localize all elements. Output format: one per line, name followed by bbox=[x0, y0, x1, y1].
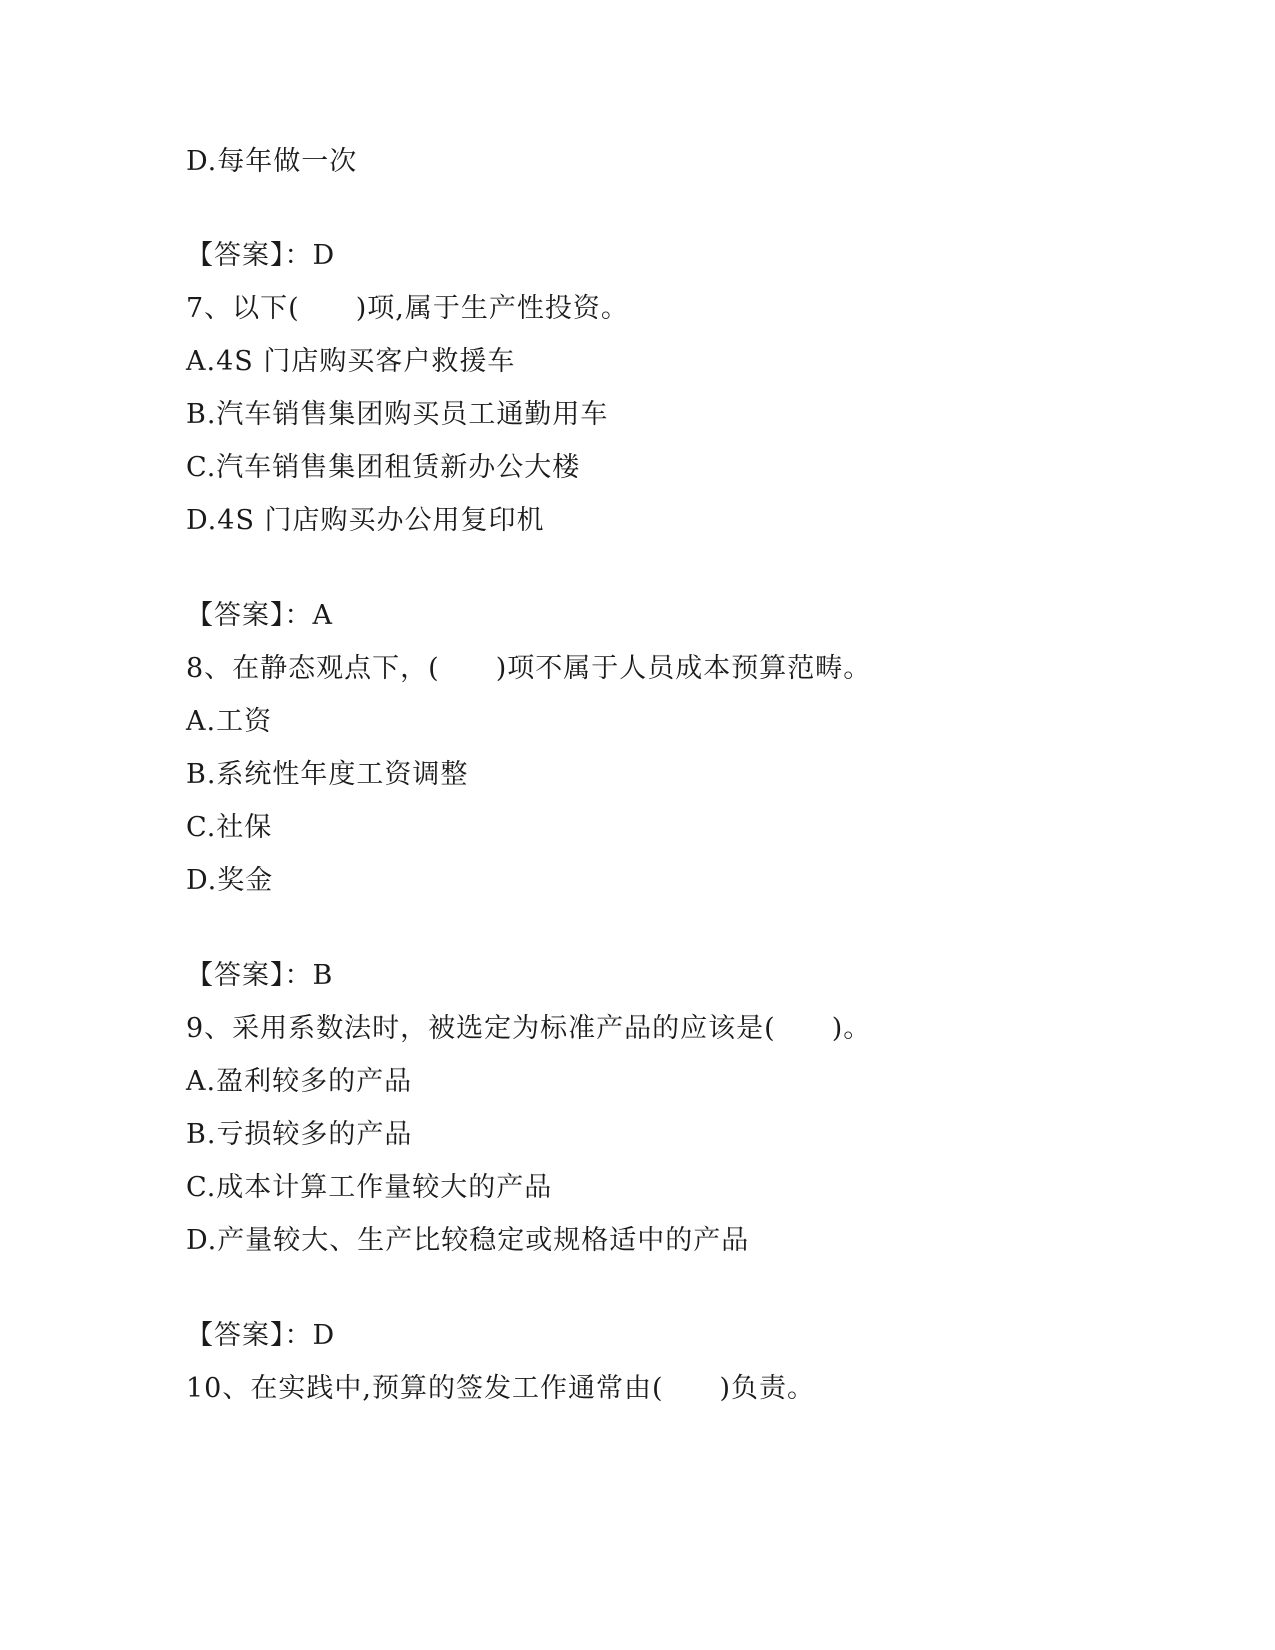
answer-line: 【答案】：D bbox=[186, 240, 336, 271]
answer-line: 【答案】：D bbox=[186, 1320, 336, 1351]
answer-line: 【答案】：B bbox=[186, 960, 334, 991]
option-line: B.亏损较多的产品 bbox=[186, 1119, 413, 1150]
option-line: D.4S 门店购买办公用复印机 bbox=[186, 505, 545, 536]
question-line: 9、采用系数法时，被选定为标准产品的应该是( )。 bbox=[186, 1013, 872, 1044]
option-line: B.汽车销售集团购买员工通勤用车 bbox=[186, 399, 609, 430]
answer-line: 【答案】：A bbox=[186, 600, 333, 631]
option-line: D.奖金 bbox=[186, 865, 274, 896]
option-line: C.社保 bbox=[186, 812, 273, 843]
option-line: C.成本计算工作量较大的产品 bbox=[186, 1172, 553, 1203]
option-line: A.4S 门店购买客户救援车 bbox=[186, 346, 516, 377]
option-line: C.汽车销售集团租赁新办公大楼 bbox=[186, 452, 581, 483]
option-line: D.产量较大、生产比较稳定或规格适中的产品 bbox=[186, 1225, 750, 1256]
option-line: A.工资 bbox=[186, 706, 273, 737]
option-line: B.系统性年度工资调整 bbox=[186, 759, 469, 790]
question-line: 7、以下( )项,属于生产性投资。 bbox=[186, 293, 629, 324]
option-line: D.每年做一次 bbox=[186, 146, 358, 177]
question-line: 10、在实践中,预算的签发工作通常由( )负责。 bbox=[186, 1373, 816, 1404]
question-line: 8、在静态观点下，( )项不属于人员成本预算范畴。 bbox=[186, 653, 872, 684]
option-line: A.盈利较多的产品 bbox=[186, 1066, 413, 1097]
